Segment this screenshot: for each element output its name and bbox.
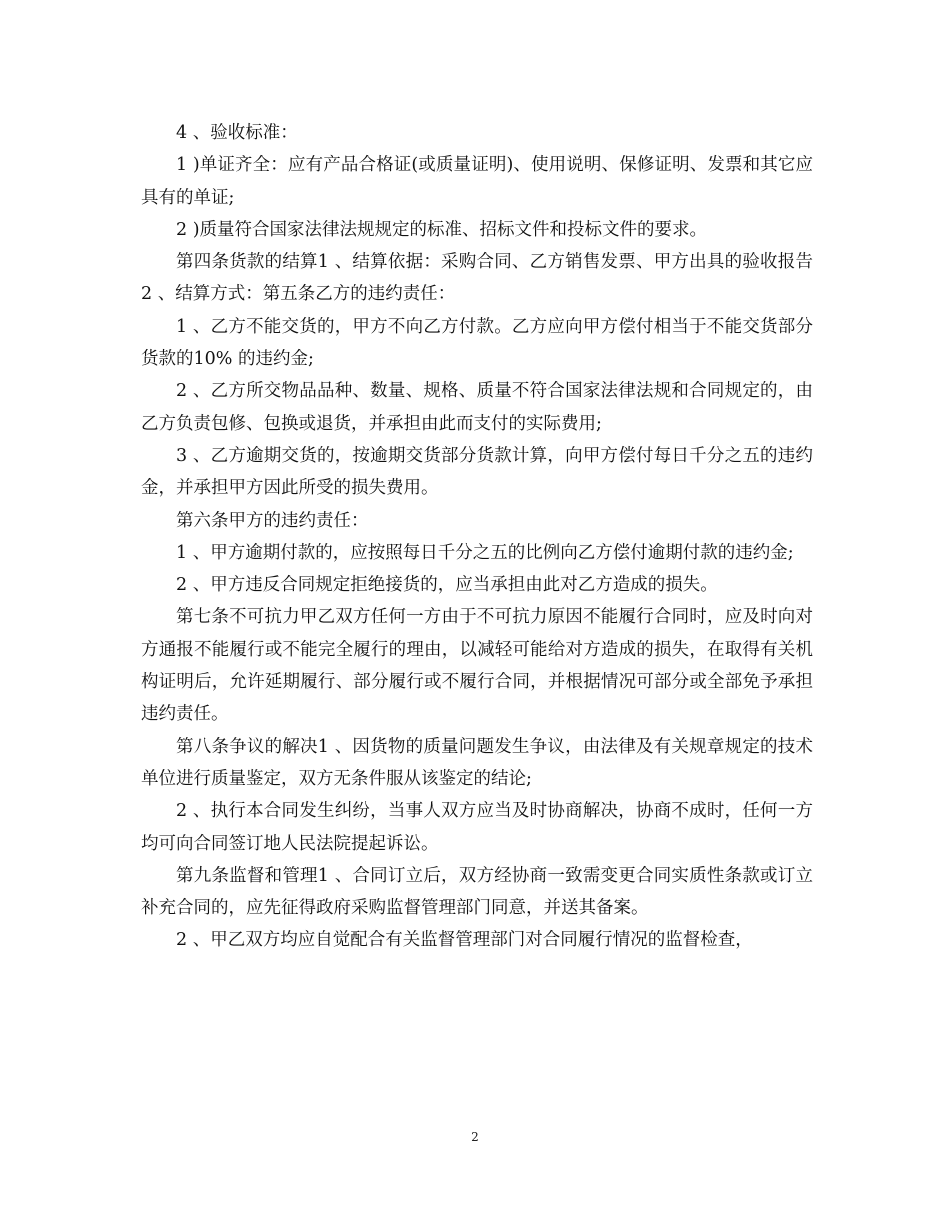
paragraph: 第七条不可抗力甲乙双方任何一方由于不可抗力原因不能履行合同时，应及时向对方通报不能履行或不能完全履行的理由，以减轻可能给对方造成的损失，在取得有关机构证明后，允许延期履行、部分履行或不履行合同，并根据情况可部分或全部免予承担违约责任。	[141, 607, 813, 725]
paragraph: 4 、验收标准：	[176, 123, 298, 143]
paragraph: 1 )单证齐全：应有产品合格证(或质量证明)、使用说明、保修证明、发票和其它应具有的单证;	[141, 155, 813, 208]
paragraph: 第四条货款的结算1 、结算依据：采购合同、乙方销售发票、甲方出具的验收报告2 、结算方式：第五条乙方的违约责任：	[141, 252, 813, 305]
paragraph: 2 、甲方违反合同规定拒绝接货的，应当承担由此对乙方造成的损失。	[176, 575, 718, 596]
paragraph: 1 、甲方逾期付款的，应按照每日千分之五的比例向乙方偿付逾期付款的违约金;	[176, 542, 794, 563]
paragraph: 2 )质量符合国家法律法规规定的标准、招标文件和投标文件的要求。	[176, 219, 708, 240]
paragraph: 2 、乙方所交物品品种、数量、规格、质量不符合国家法律法规和合同规定的，由乙方负责包修、包换或退货，并承担由此而支付的实际费用;	[141, 381, 813, 434]
paragraph: 第六条甲方的违约责任：	[176, 510, 369, 531]
paragraph: 2 、执行本合同发生纠纷，当事人双方应当及时协商解决，协商不成时，任何一方均可向合同签订地人民法院提起诉讼。	[141, 801, 813, 854]
document-body	[141, 117, 813, 957]
page-number: 2	[471, 1130, 479, 1144]
paragraph: 3 、乙方逾期交货的，按逾期交货部分货款计算，向甲方偿付每日千分之五的违约金，并承担甲方因此所受的损失费用。	[141, 445, 813, 499]
paragraph: 第八条争议的解决1 、因货物的质量问题发生争议，由法律及有关规章规定的技术单位进行质量鉴定，双方无条件服从该鉴定的结论;	[141, 736, 813, 789]
paragraph: 1 、乙方不能交货的，甲方不向乙方付款。乙方应向甲方偿付相当于不能交货部分货款的10% 的违约金;	[141, 316, 813, 370]
paragraph: 第九条监督和管理1 、合同订立后，双方经协商一致需变更合同实质性条款或订立补充合同的，应先征得政府采购监督管理部门同意，并送其备案。	[141, 865, 813, 919]
paragraph: 2 、甲乙双方均应自觉配合有关监督管理部门对合同履行情况的监督检查，	[176, 930, 753, 951]
